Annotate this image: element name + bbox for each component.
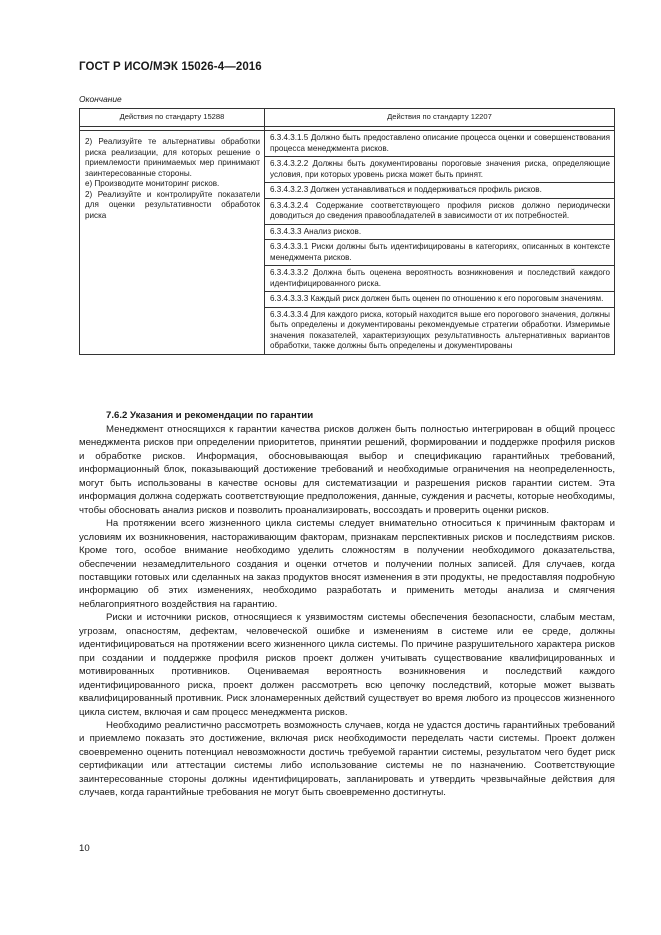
right-item: 6.3.4.3.3.2 Должна быть оценена вероятность возникновения и последствий каждого идентифицированного риска.: [265, 266, 614, 292]
paragraph: Необходимо реалистично рассмотреть возможность случаев, когда не удастся достичь гарантийных требований и приемлемо показать это достижение, включая риск необходимости переделать части системы. Проект должен своевременно оценить потенциал невозможности достичь требуемой гарантии системы, результатом чего будет риск сертификации или аттестации системы либо использование системы не по назначению. Соответствующие заинтересованные стороны должны идентифицировать, запланировать и утвердить чрезвычайные действия для случаев, когда гарантийные требования не могут быть своевременно достигнуты.: [79, 719, 615, 799]
section-body: [79, 423, 615, 800]
left-item: е) Производите мониторинг рисков.: [85, 179, 220, 188]
right-item: 6.3.4.3.2.3 Должен устанавливаться и поддерживаться профиль рисков.: [265, 183, 614, 199]
right-cell: [265, 131, 615, 355]
right-item: 6.3.4.3.1.5 Должно быть предоставлено описание процесса оценки и совершенствования процесса менеджмента рисков.: [265, 131, 614, 157]
right-item: 6.3.4.3.3.1 Риски должны быть идентифицированы в категориях, описанных в контексте менеджмента рисков.: [265, 240, 614, 266]
page-number: 10: [79, 843, 90, 854]
right-item: 6.3.4.3.3.4 Для каждого риска, который находится выше его порогового значения, должны быть определены и документированы рекомендуемые стратегии обработки. Измеримые значения показателей, характеризующих результативность альтернативных вариантов обработки, также должны быть определены и документированы: [270, 309, 610, 350]
left-item: 2) Реализуйте те альтернативы обработки риска реализации, для которых решение о приемлемости принимаемых мер принимают заинтересованные стороны.: [85, 137, 260, 178]
right-item: 6.3.4.3.3 Анализ рисков.: [265, 225, 614, 241]
right-item: 6.3.4.3.2.4 Содержание соответствующего профиля рисков должно периодически доводиться до сведения правообладателей в зависимости от их потребностей.: [265, 199, 614, 225]
right-item: 6.3.4.3.3.3 Каждый риск должен быть оценен по отношению к его пороговым значениям.: [265, 292, 614, 308]
table-caption: Окончание: [79, 94, 122, 104]
standards-table: [79, 108, 615, 355]
column-header-15288: Действия по стандарту 15288: [80, 109, 265, 127]
paragraph: На протяжении всего жизненного цикла системы следует внимательно относиться к причинным факторам и условиям их возникновения, настораживающим факторам, признакам перспективных рисков и последствиям рисков. Кроме того, особое внимание необходимо уделить сложностям в получении необходимого доказательства, обеспечении незамедлительного создания и оценки отчетов и получении полных записей. Для случаев, когда поставщики готовых или сделанных на заказ продуктов вносят изменения в эти продукты, не предоставляя подробную информацию об этих изменениях, необходимо разработать и применить методы анализа и смягчения неблагоприятного воздействия на гарантию.: [79, 518, 615, 610]
paragraph: Риски и источники рисков, относящиеся к уязвимостям системы обеспечения безопасности, слабым местам, угрозам, опасностям, дефектам, человеческой ошибке и изменениям в системе или ее среде, должны идентифицироваться на протяжении всего жизненного цикла системы. По причине разрушительного характера рисков при создании и поддержке профиля рисков проект должен учитывать существование квалифицированных и мотивированных противников. Оцениваемая вероятность возникновения и последствий каждого идентифицированного риска, проект должен рассмотреть всю цепочку последствий, которые может вызвать квалифицированный противник. Риск злонамеренных действий существует во время любого из процессов жизненного цикла систем, включая и сам процесс менеджмента рисков.: [79, 612, 615, 718]
left-cell: [80, 131, 265, 355]
right-item: 6.3.4.3.2.2 Должны быть документированы пороговые значения риска, определяющие условия, при которых уровень риска может быть принят.: [265, 157, 614, 183]
section-title: 7.6.2 Указания и рекомендации по гарантии: [106, 410, 314, 421]
paragraph: Менеджмент относящихся к гарантии качества рисков должен быть полностью интегрирован в общий процесс менеджмента рисков при определении приоритетов, принятии решений, формировании и поддержке профиля рисков и обработке рисков. Информация, обосновывающая выбор и спецификацию гарантийных требований, информационный блок, показывающий достижение требований и необходимые ограничения на неопределенность, могут быть использованы в качестве основы для систематизации и разрешения рисков гарантии систем. Эта информация должна содержать соответствующие предположения, данные, суждения и расчеты, которые необходимы, чтобы обосновать анализ рисков и позволить проанализировать, воссоздать и проверить оценки рисков.: [79, 424, 615, 516]
column-header-12207: Действия по стандарту 12207: [265, 109, 615, 127]
document-header: ГОСТ Р ИСО/МЭК 15026-4—2016: [79, 61, 262, 73]
left-item: 2) Реализуйте и контролируйте показатели для оценки результативности обработок риска: [85, 189, 260, 220]
